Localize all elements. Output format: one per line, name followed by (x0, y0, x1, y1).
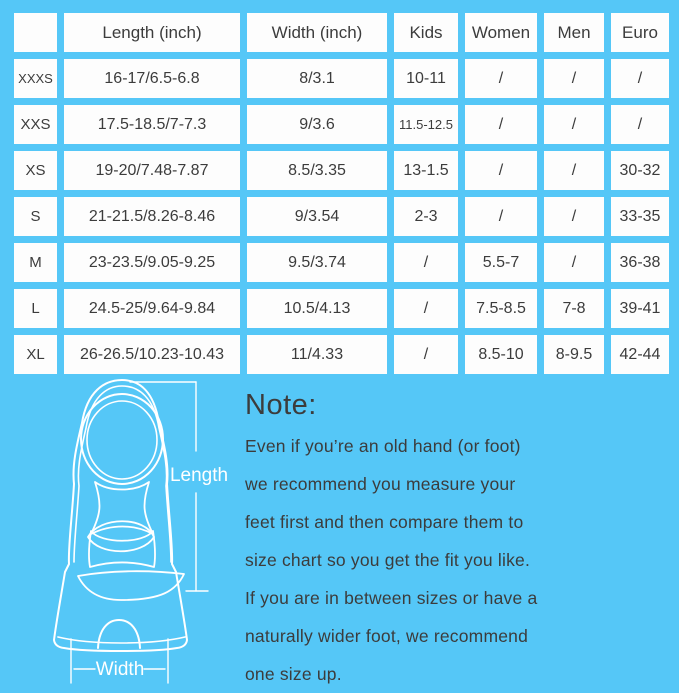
note-line: we recommend you measure your (245, 474, 516, 494)
table-cell: / (394, 335, 458, 374)
bottom-edge-line (58, 637, 185, 643)
note-line: If you are in between sizes or have a (245, 588, 538, 608)
table-cell: 8.5-10 (465, 335, 537, 374)
column-header: Women (465, 13, 537, 52)
table-row (14, 197, 669, 236)
table-row (14, 243, 669, 282)
table-cell: / (611, 59, 669, 98)
table-cell: 11.5-12.5 (394, 105, 458, 144)
column-header: Kids (394, 13, 458, 52)
table-cell: / (394, 243, 458, 282)
row-label: XXS (14, 105, 57, 144)
table-cell: 21-21.5/8.26-8.46 (64, 197, 240, 236)
row-label: L (14, 289, 57, 328)
table-cell: 30-32 (611, 151, 669, 190)
table-cell: 13-1.5 (394, 151, 458, 190)
table-cell: / (465, 105, 537, 144)
table-row (14, 289, 669, 328)
table-cell: 2-3 (394, 197, 458, 236)
heel-band (89, 531, 155, 567)
size-chart-body (14, 59, 669, 374)
note-line: Even if you’re an old hand (or foot) (245, 436, 521, 456)
row-label: S (14, 197, 57, 236)
row-label: XS (14, 151, 57, 190)
column-header (14, 13, 57, 52)
table-cell: / (465, 151, 537, 190)
table-cell: 42-44 (611, 335, 669, 374)
table-row (14, 105, 669, 144)
table-cell: 9.5/3.74 (247, 243, 387, 282)
size-chart-header-row (14, 13, 669, 52)
column-header: Width (inch) (247, 13, 387, 52)
table-cell: 19-20/7.48-7.87 (64, 151, 240, 190)
table-cell: 8/3.1 (247, 59, 387, 98)
table-cell: 10.5/4.13 (247, 289, 387, 328)
row-label: XXXS (14, 59, 57, 98)
sole-crescent (78, 571, 184, 600)
row-label: M (14, 243, 57, 282)
length-label: Length (169, 465, 229, 486)
foot-opening-inner (87, 401, 157, 479)
table-cell: / (544, 151, 604, 190)
size-chart-table (7, 6, 676, 381)
row-label: XL (14, 335, 57, 374)
table-cell: 11/4.33 (247, 335, 387, 374)
table-cell: 10-11 (394, 59, 458, 98)
note-line: size chart so you get the fit you like. (245, 550, 531, 570)
table-cell: / (611, 105, 669, 144)
table-cell: 33-35 (611, 197, 669, 236)
table-cell: 8-9.5 (544, 335, 604, 374)
table-cell: 7.5-8.5 (465, 289, 537, 328)
table-cell: / (544, 105, 604, 144)
column-header: Men (544, 13, 604, 52)
fin-outline (54, 380, 187, 651)
table-row (14, 59, 669, 98)
column-header: Euro (611, 13, 669, 52)
table-cell: 26-26.5/10.23-10.43 (64, 335, 240, 374)
note-line: naturally wider foot, we recommend (245, 626, 529, 646)
table-header-row (14, 13, 669, 52)
table-cell: / (465, 197, 537, 236)
note-block (245, 389, 665, 693)
column-header: Length (inch) (64, 13, 240, 52)
fin-measurement-diagram (2, 376, 240, 685)
note-line: one size up. (245, 664, 342, 684)
table-cell: 36-38 (611, 243, 669, 282)
table-cell: / (465, 59, 537, 98)
table-cell: / (544, 59, 604, 98)
table-cell: 17.5-18.5/7-7.3 (64, 105, 240, 144)
width-label: Width (95, 659, 145, 680)
foot-opening-outer (81, 394, 163, 484)
table-cell: 23-23.5/9.05-9.25 (64, 243, 240, 282)
note-heading: Note: (245, 389, 317, 421)
table-row (14, 151, 669, 190)
table-cell: 9/3.54 (247, 197, 387, 236)
table-cell: 7-8 (544, 289, 604, 328)
table-cell: 8.5/3.35 (247, 151, 387, 190)
bottom-arch (98, 620, 140, 648)
table-cell: 16-17/6.5-6.8 (64, 59, 240, 98)
table-cell: / (394, 289, 458, 328)
table-cell: 9/3.6 (247, 105, 387, 144)
table-cell: / (544, 243, 604, 282)
table-cell: / (544, 197, 604, 236)
table-cell: 24.5-25/9.64-9.84 (64, 289, 240, 328)
note-line: feet first and then compare them to (245, 512, 524, 532)
table-row (14, 335, 669, 374)
table-cell: 39-41 (611, 289, 669, 328)
table-cell: 5.5-7 (465, 243, 537, 282)
